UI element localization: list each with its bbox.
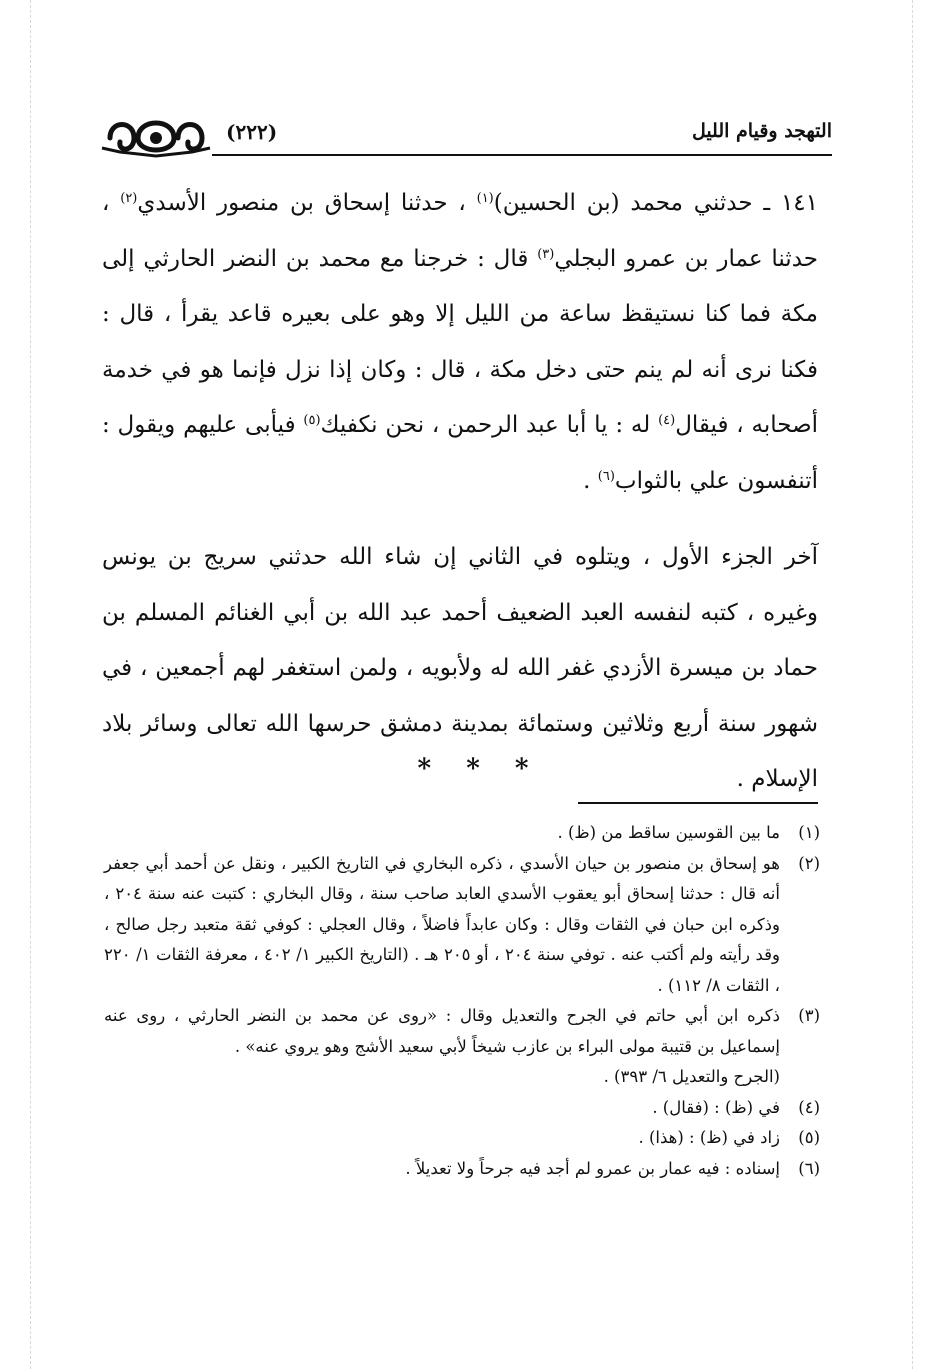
footnote-ref: (٦) <box>597 468 615 484</box>
footnote-citation: (الجرح والتعديل ٦/ ٣٩٣) . <box>603 1067 780 1086</box>
margin-guide-left <box>30 0 31 1369</box>
footnote-text: هو إسحاق بن منصور بن حيان الأسدي ، ذكره البخاري في التاريخ الكبير ، ونقل عن أحمد أبي جعفر أنه قال : حدثنا إسحاق أبو يعقوب الأسدي العابد صاحب سنة ، وقال البخاري : كتبت عنه سنة ٢٠٤ ، وذكره ابن حبان في الثقات وقال : وكان عابداً فاضلاً ، وقال العجلي : كوفي ثقة متعبد رجل صالح ، وقد رأيته ولم أكتب عنه . توفي سنة ٢٠٤ ، أو ٢٠٥ هـ . (التاريخ الكبير ١/ ٤٠٢ ، معرفة الثقات ١/ ٢٢٠ ، الثقات ٨/ ١١٢) . <box>104 853 780 995</box>
footnote-text: إسناده : فيه عمار بن عمرو لم أجد فيه جرحاً ولا تعديلاً . <box>405 1158 780 1178</box>
margin-guide-right <box>912 0 913 1369</box>
footnote-item <box>104 1093 820 1124</box>
footnote-item <box>104 1123 820 1154</box>
footnote-text: ذكره ابن أبي حاتم في الجرح والتعديل وقال : «روى عن محمد بن النضر الحارثي ، روى عنه إسماعيل بن قتيبة مولى البراء بن عازب شيخاً لأبي سعيد الأشج وهو يروي عنه» . <box>104 1006 780 1056</box>
footnote-text: ما بين القوسين ساقط من (ظ) . <box>557 823 780 842</box>
running-title: التهجد وقيام الليل <box>691 120 832 142</box>
footnote-number: (٤) <box>798 1097 820 1117</box>
header-rule <box>212 154 832 156</box>
page-number: (٢٢٢) <box>226 120 278 144</box>
section-separator: * * * <box>417 754 529 784</box>
footnote-ref: (٥) <box>303 413 321 428</box>
footnote-number: (٣) <box>798 1006 820 1025</box>
footnote-item <box>104 1154 820 1185</box>
main-text <box>102 176 818 808</box>
footnote-ref: (٣) <box>537 246 555 262</box>
footnote-number: (٥) <box>798 1128 820 1147</box>
footnote-number: (٢) <box>798 853 820 873</box>
footnote-number: (٦) <box>798 1158 820 1178</box>
hadith-paragraph: ١٤١ ـ حدثني محمد (بن الحسين)$^{(١)}$ ، حدثنا إسحاق بن منصور الأسدي$^{(٢)}$ ، حدثنا عمار بن عمرو البجلي$^{(٣)}$ قال : خرجنا مع محمد بن النضر الحارثي إلى مكة فما كنا نستيقظ ساعة من الليل إلا وهو على بعيره قاعد يقرأ ، قال : فكنا نرى أنه لم ينم حتى دخل مكة ، قال : وكان إذا نزل فإنما هو في خدمة أصحابه ، فيقال$^{(٤)}$ له : يا أبا عبد الرحمن ، نحن نكفيك$^{(٥)}$ فيأبى عليهم ويقول : أتنفسون علي بالثواب$^{(٦)}$ . <box>102 190 819 494</box>
footnotes <box>104 818 820 1184</box>
header-ornament-icon <box>100 108 212 166</box>
footnote-ref: (٢) <box>120 191 138 206</box>
footnote-number: (١) <box>798 823 820 842</box>
footnote-item <box>104 818 820 849</box>
footnote-item <box>104 849 820 1002</box>
footnote-text: زاد في (ظ) : (هذا) . <box>638 1128 780 1147</box>
colophon-paragraph: آخر الجزء الأول ، ويتلوه في الثاني إن شاء الله حدثني سريج بن يونس وغيره ، كتبه لنفسه العبد الضعيف أحمد عبد الله بن أبي الغنائم المسلم بن حماد بن ميسرة الأزدي غفر الله له ولأبويه ، ولمن استغفر لهم أجمعين ، في شهور سنة أربع وثلاثين وستمائة بمدينة دمشق حرسها الله تعالى وسائر بلاد الإسلام . <box>102 544 818 792</box>
page-header <box>100 108 832 168</box>
footnote-rule <box>578 802 818 804</box>
footnote-ref: (٤) <box>658 413 676 428</box>
footnote-item <box>104 1001 820 1093</box>
footnote-text: في (ظ) : (فقال) . <box>652 1097 780 1117</box>
footnote-ref: (١) <box>476 191 494 206</box>
